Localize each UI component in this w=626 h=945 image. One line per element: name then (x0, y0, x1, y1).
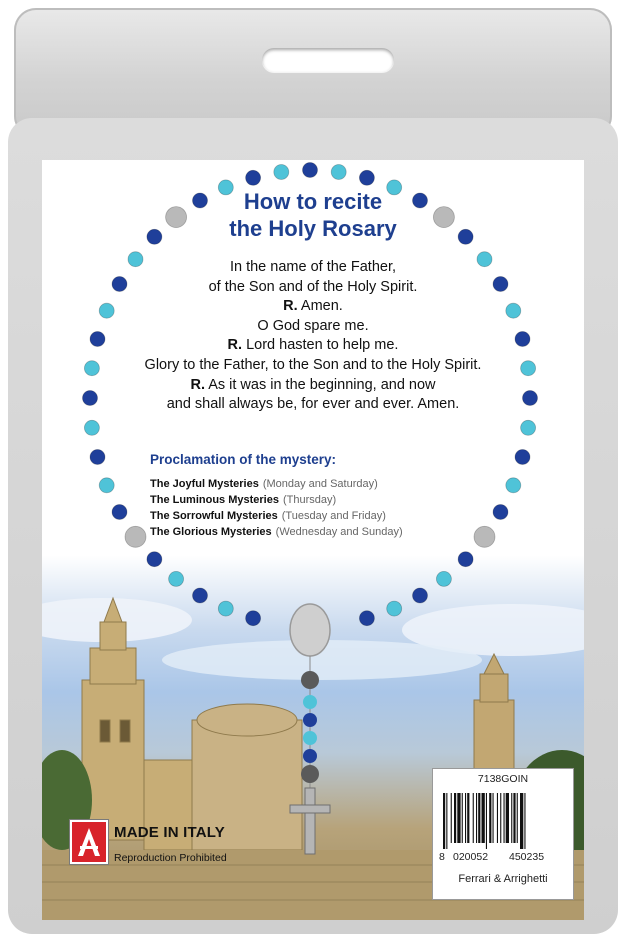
barcode-left: 020052 (453, 851, 489, 863)
barcode-bar (489, 793, 491, 843)
bead (90, 332, 105, 347)
barcode-bar (457, 793, 460, 843)
prayer-text: Amen. (297, 298, 343, 315)
prayer-line (132, 395, 494, 415)
mystery-days: (Thursday) (282, 494, 337, 506)
barcode-bar (478, 793, 480, 843)
barcode-bar (462, 793, 463, 843)
barcode-lead: 8 (439, 851, 445, 863)
response-marker: R. (190, 376, 205, 393)
prayer-line (132, 317, 494, 337)
mystery-name: The Luminous Mysteries (150, 494, 279, 506)
bead (331, 165, 346, 180)
bead (413, 588, 428, 603)
prayer-text: In the name of the Father, (229, 259, 397, 275)
bead (493, 277, 508, 292)
bead (303, 695, 317, 709)
prayer-line (132, 376, 494, 396)
bead (387, 601, 402, 616)
prayer-text: and shall always be, for ever and ever. Amen. (166, 396, 460, 413)
bead (303, 731, 317, 745)
bead (506, 478, 521, 493)
bead (301, 765, 319, 783)
bead (521, 361, 536, 376)
barcode-bar (524, 793, 525, 849)
fa-logo-icon (70, 820, 108, 864)
bead (84, 361, 99, 376)
barcode-bar (497, 793, 498, 843)
bead (458, 552, 473, 567)
prayer-lines (132, 258, 494, 415)
rosary-card (42, 160, 584, 920)
response-marker: R. (227, 337, 243, 354)
bead (436, 571, 451, 586)
manufacturer-name: Ferrari & Arrighetti (458, 873, 548, 885)
bead (99, 478, 114, 493)
mystery-name: The Glorious Mysteries (150, 526, 272, 538)
barcode-bar (446, 793, 447, 849)
barcode-bar (500, 793, 501, 843)
bead (506, 303, 521, 318)
prayer-text: O God spare me. (257, 317, 369, 334)
bead (169, 571, 184, 586)
title-line-1: How to recite (243, 189, 383, 214)
proclamation-heading: Proclamation of the mystery: (150, 452, 337, 467)
bead (112, 505, 127, 520)
response-marker: R. (283, 298, 298, 315)
title-line-2: the Holy Rosary (229, 216, 397, 241)
bead (193, 588, 208, 603)
barcode-bar (454, 793, 456, 843)
bead (521, 420, 536, 435)
barcode-bar (493, 793, 494, 843)
bead (301, 671, 319, 689)
barcode-bar (465, 793, 466, 843)
bead (274, 165, 289, 180)
bead (303, 713, 317, 727)
barcode-bar (467, 793, 469, 843)
bead (303, 749, 317, 763)
bead (125, 526, 146, 547)
prayer-line (132, 278, 494, 298)
mystery-row (150, 508, 403, 524)
mystery-row (150, 524, 403, 540)
bead (359, 170, 374, 185)
prayer-line (132, 258, 494, 278)
bead (246, 170, 261, 185)
barcode-bar (504, 793, 505, 843)
bead (99, 303, 114, 318)
barcode-bar (476, 793, 477, 843)
prayer-line (132, 336, 494, 356)
mystery-days: (Wednesday and Sunday) (275, 526, 403, 538)
reproduction-prohibited: Reproduction Prohibited (114, 852, 227, 864)
bead (359, 611, 374, 626)
made-in-italy-label: MADE IN ITALY (114, 824, 225, 841)
bead (515, 332, 530, 347)
prayer-line (132, 356, 494, 376)
mystery-name: The Joyful Mysteries (150, 478, 259, 490)
mystery-name: The Sorrowful Mysteries (150, 510, 278, 522)
bead (246, 611, 261, 626)
barcode-bar (482, 793, 485, 843)
prayer-text: Lord hasten to help me. (242, 337, 399, 354)
product-label (432, 768, 574, 900)
barcode-bar (511, 793, 512, 843)
barcode-right: 450235 (509, 851, 545, 863)
bead (523, 391, 538, 406)
bead (112, 277, 127, 292)
made-in-italy-badge (70, 820, 290, 880)
mystery-row (150, 492, 403, 508)
barcode-bar (486, 793, 487, 849)
bead (90, 450, 105, 465)
prayer-text: Glory to the Father, to the Son and to the Holy Spirit. (144, 356, 482, 373)
barcode-bar (506, 793, 509, 843)
barcode-bar (443, 793, 445, 849)
bead (218, 601, 233, 616)
prayer-text: As it was in the beginning, and now (204, 376, 436, 393)
bead (147, 552, 162, 567)
prayer-text-area (132, 188, 494, 415)
prayer-line (132, 297, 494, 317)
bead (84, 420, 99, 435)
barcode (441, 793, 565, 849)
mystery-days: (Tuesday and Friday) (281, 510, 386, 522)
hang-hole (262, 48, 394, 72)
barcode-bar (517, 793, 518, 843)
barcode-bar (473, 793, 474, 843)
prayer-text: of the Son and of the Holy Spirit. (208, 278, 418, 295)
bead (83, 391, 98, 406)
barcode-bar (520, 793, 523, 849)
bead (474, 526, 495, 547)
sku-code: 7138GOIN (477, 773, 529, 785)
bead (515, 450, 530, 465)
barcode-bar (451, 793, 452, 843)
mysteries-list (150, 476, 403, 540)
mystery-days: (Monday and Saturday) (262, 478, 378, 490)
mystery-row (150, 476, 403, 492)
bead (303, 163, 318, 178)
barcode-bar (513, 793, 515, 843)
bead (493, 505, 508, 520)
